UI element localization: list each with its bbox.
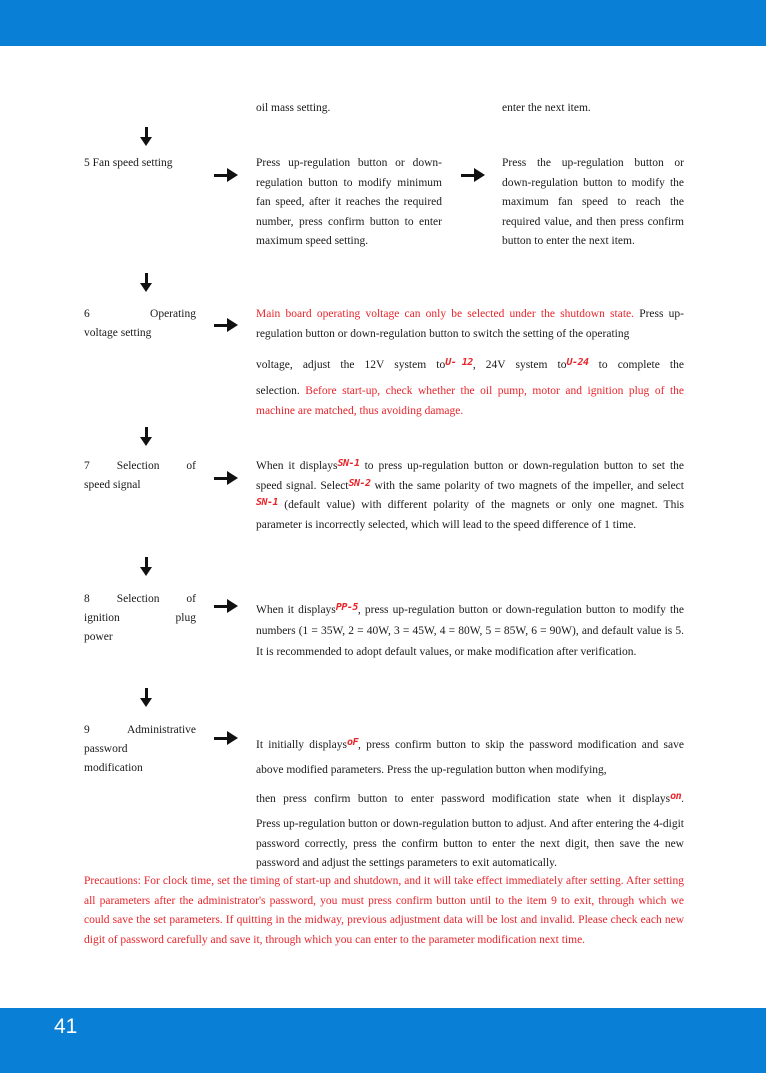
step-9-t4: . [681, 793, 684, 805]
display-code-on: on [670, 791, 682, 802]
step-6-para-a [256, 305, 684, 344]
intro-left-text: oil mass setting. [256, 102, 331, 114]
step-8-label-line2: ignition plug [84, 612, 196, 624]
step-5-col2: Press the up-regulation button or down-regulation button to modify the maximum fan speed to reach the required value, and then press confirm button to enter the next item. [502, 157, 684, 247]
step-5-col1: Press up-regulation button or down-regulation button to modify minimum fan speed, after it reaches the required number, press confirm button to enter maximum speed setting. [256, 157, 442, 247]
step-6-text-b1: voltage, adjust the 12V system to [256, 359, 446, 371]
step-7-label-line2: speed signal [84, 479, 141, 491]
step-7-t1: When it displays [256, 460, 338, 472]
step-8-t2: , press up-regulation button or down-regulation button to modify the numbers (1 = 35W, 2 = 40W, 3 = 45W, 4 = 80W, 5 = 85W, 6 = 90W), and default value is 5. It is recommended to adopt default values, or make modification after verification. [256, 604, 685, 658]
step-6-text-b3: to complete the [588, 359, 684, 371]
step-8-para [256, 600, 684, 663]
step-6-text-c: selection. [256, 385, 306, 397]
step-9-para-a [256, 733, 684, 783]
page-number: 41 [54, 1015, 78, 1038]
step-7-para [256, 457, 684, 535]
step-6-red-a: Main board operating voltage can only be selected under the shutdown state. [256, 308, 634, 320]
footer-bar [0, 1008, 766, 1073]
display-code-of: oF [346, 737, 358, 748]
step-7-t3: with the same polarity of two magnets of the impeller, and select [370, 479, 684, 492]
step-8-label-line1: 8 Selection of [84, 593, 196, 605]
step-6-label-line2: voltage setting [84, 327, 152, 339]
arrow-right-icon [214, 168, 238, 182]
step-6-text-a: Press up-regulation button or down-regulation button to switch the setting of the operating [256, 308, 684, 340]
arrow-right-icon [214, 731, 238, 745]
display-code-sn1-default: SN-1 [256, 497, 279, 508]
step-6-para-c [256, 382, 684, 421]
arrow-right-icon [214, 599, 238, 613]
arrow-right-icon [214, 471, 238, 485]
display-code-sn1: SN-1 [337, 458, 360, 469]
step-9-label-line3: modification [84, 762, 143, 774]
display-code-pp5: PP-5 [335, 602, 358, 613]
step-6-red-b: Before start-up, check whether the oil pump, motor and ignition plug of the machine are matched, thus avoiding damage. [256, 385, 684, 417]
step-9-para-b [256, 790, 684, 810]
step-7-t2: to press up-regulation button or down-regulation button to set the speed signal. Select [256, 460, 685, 492]
step-9-t3: then press confirm button to enter password modification state when it displays [256, 793, 671, 805]
step-8-t1: When it displays [256, 604, 336, 616]
step-9-label-line2: password [84, 743, 128, 755]
step-6-text-b2: , 24V system to [472, 359, 567, 371]
step-9-para-c: Press up-regulation button or down-regulation button to adjust. And after entering the 4-digit password correctly, press the confirm button to enter the next digit, then save the new password and adjust the settings parameters to exit automatically. [256, 818, 684, 869]
step-9-t1: It initially displays [256, 739, 347, 751]
step-6-label-line1: 6 Operating [84, 308, 196, 320]
display-code-u24: U-24 [566, 357, 589, 368]
step-9-t2: , press confirm button to skip the password modification and save above modified parameters. Press the up-regulation button when modifying, [256, 739, 684, 776]
intro-right-text: enter the next item. [502, 102, 591, 114]
display-code-sn2: SN-2 [348, 477, 371, 489]
step-5-label: 5 Fan speed setting [84, 157, 173, 169]
step-9-label-line1: 9 Administrative [84, 724, 196, 736]
arrow-right-icon [214, 318, 238, 332]
display-code-u12: U- 12 [445, 357, 473, 368]
step-6-para-b [256, 356, 684, 376]
arrow-right-icon [461, 168, 485, 182]
header-bar [0, 0, 766, 46]
precautions-text: Precautions: For clock time, set the timing of start-up and shutdown, and it will take effect immediately after setting. After setting all parameters after the administrator's password, you must press confirm button until to the item 9 to exit, through which we could save the set parameters. If quitting in the midway, previous adjustment data will be lost and invalid. Please check each new digit of password carefully and save it, through which you can enter to the parameter modification next time. [84, 875, 684, 946]
step-7-t4: (default value) with different polarity of the magnets or only one magnet. This parameter is incorrectly selected, which will lead to the speed difference of 1 time. [256, 499, 684, 531]
step-7-label-line1: 7 Selection of [84, 460, 196, 472]
step-8-label-line3: power [84, 631, 113, 643]
